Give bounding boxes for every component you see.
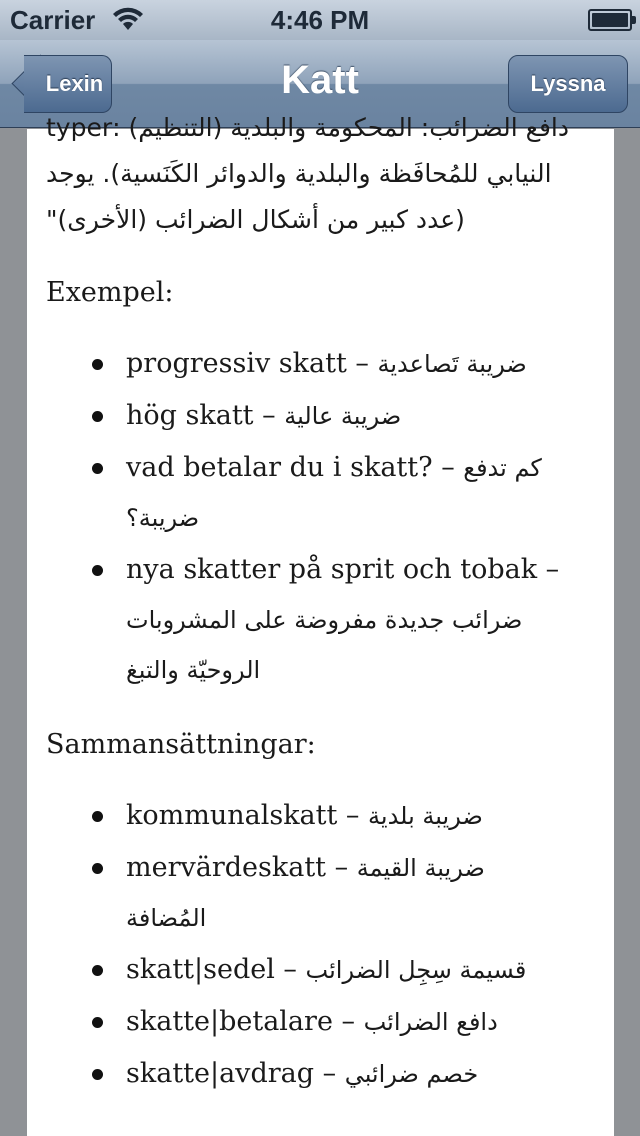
carrier-label: Carrier [10, 5, 96, 35]
bullet-icon [92, 965, 103, 976]
arabic-text: ضريبة القيمة [356, 854, 485, 882]
arabic-text: ضرائب جديدة مفروضة على المشروبات [126, 606, 523, 634]
arabic-text: ضريبة عالية [284, 402, 402, 430]
definition-line: (عدد كبير من أشكال الضرائب (الأخرى)" [46, 205, 465, 234]
back-button-label[interactable]: Lexin [24, 55, 112, 113]
swedish-text: nya skatter på sprit och tobak – [126, 554, 560, 585]
list-item [46, 945, 606, 995]
bullet-icon [92, 411, 103, 422]
swedish-text: hög skatt – [126, 400, 276, 431]
swedish-text: vad betalar du i skatt? – [126, 452, 455, 483]
arabic-text: كم تدفع [463, 454, 542, 482]
battery-icon [588, 9, 632, 31]
list-item [46, 1049, 606, 1099]
swedish-text: skatt|sedel – [126, 954, 297, 985]
list-item [46, 443, 606, 543]
compounds-list [46, 791, 606, 1099]
definition-line: دافع الضرائب: المحكومة والبلدية (التنظيم) :typer [46, 113, 570, 142]
list-item [46, 997, 606, 1047]
bullet-icon [92, 811, 103, 822]
list-item [46, 843, 606, 943]
list-item [46, 339, 606, 389]
bullet-icon [92, 1069, 103, 1080]
bullet-icon [92, 863, 103, 874]
clock: 4:46 PM [270, 5, 370, 35]
status-bar [0, 0, 640, 40]
examples-list [46, 339, 606, 695]
listen-button[interactable]: Lyssna [508, 55, 628, 113]
arabic-text: دافع الضرائب [363, 1008, 498, 1036]
swedish-text: mervärdeskatt – [126, 852, 349, 883]
swedish-text: skatte|avdrag – [126, 1058, 337, 1089]
arabic-text: الروحيّة والتبغ [126, 656, 261, 684]
swedish-text: kommunalskatt – [126, 800, 360, 831]
list-item [46, 545, 606, 695]
bullet-icon [92, 359, 103, 370]
compounds-heading: Sammansättningar: [46, 729, 316, 760]
bullet-icon [92, 565, 103, 576]
list-item [46, 391, 606, 441]
arabic-text: ضريبة؟ [126, 504, 200, 532]
entry-page[interactable] [27, 113, 614, 1136]
examples-heading: Exempel: [46, 277, 174, 308]
definition-line: النيابي للمُحافَظة والبلدية والدوائر الكَنَسية). يوجد [46, 159, 552, 188]
arabic-text: خصم ضرائبي [344, 1060, 479, 1088]
swedish-text: skatte|betalare – [126, 1006, 355, 1037]
arabic-text: المُضافة [126, 904, 207, 932]
bullet-icon [92, 463, 103, 474]
page-title: Katt [281, 58, 359, 102]
arabic-text: قسيمة سِجِل الضرائب [305, 956, 527, 984]
definition-text [46, 105, 581, 243]
bullet-icon [92, 1017, 103, 1028]
arabic-text: ضريبة تَصاعدية [377, 350, 527, 378]
list-item [46, 791, 606, 841]
swedish-text: progressiv skatt – [126, 348, 369, 379]
entry-content [46, 105, 606, 1101]
arabic-text: ضريبة بلدية [368, 802, 483, 830]
